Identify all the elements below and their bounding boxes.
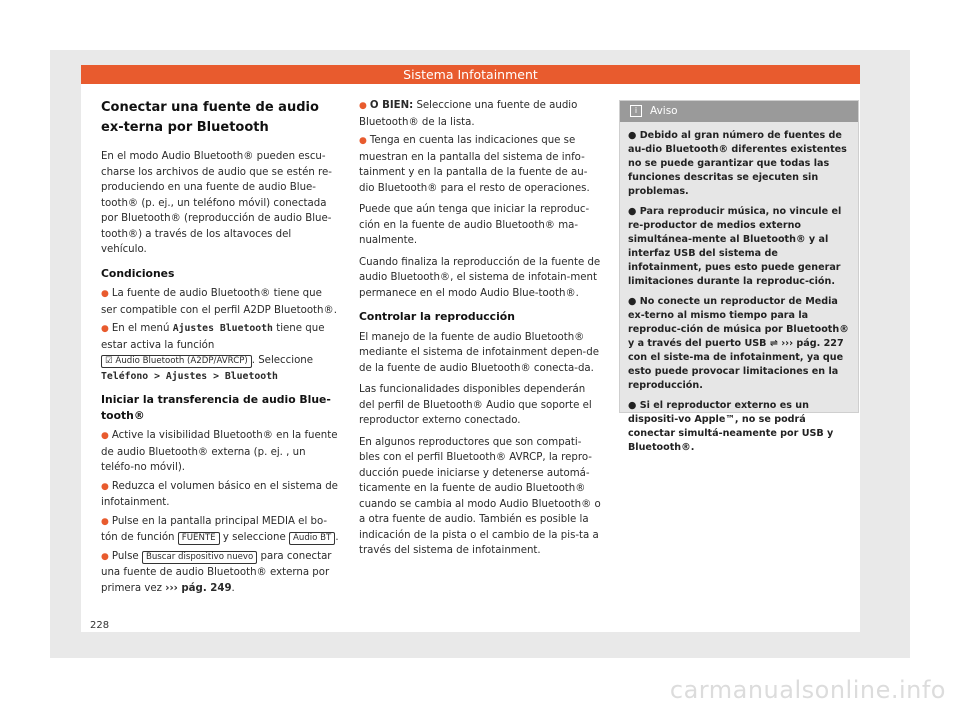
function-box: ☑ Audio Bluetooth (A2DP/AVRCP) [101,355,252,368]
notice-item-text: No conecte un reproductor de Media ex-terno al mismo tiempo para la reproduc-ción de música por Bluetooth® y a través del puerto USB ⇌ ››› pág. 227 con el siste-ma de infotainment, ya que esto puede provocar limitaciones en la reproducción. [628,296,849,391]
list-item-text: Tenga en cuenta las indicaciones que se muestran en la pantalla del sistema de info-tainment y en la pantalla de la fuente de au-dio Bluetooth® para el resto de operaciones. [359,135,590,194]
list-item [101,286,339,318]
page-number: 228 [90,620,110,631]
list-item [101,479,339,511]
list-item-text: . [231,582,235,594]
paragraph: El manejo de la fuente de audio Bluetooth® mediante el sistema de infotainment depen-de de la fuente de audio Bluetooth® conecta-da. [359,331,599,374]
notice-title: Aviso [650,105,678,117]
list-item-text: La fuente de audio Bluetooth® tiene que ser compatible con el perfil A2DP Bluetooth®. [101,288,337,316]
fuente-button-label: FUENTE [178,532,220,545]
watermark[interactable]: carmanualsonline.info [669,676,946,704]
notice-body [620,122,858,455]
start-transfer-heading: Iniciar la transferencia de audio Blue-tooth® [101,393,331,422]
middle-column [359,98,601,565]
conditions-heading: Condiciones [101,266,175,280]
list-item [101,428,339,476]
list-item-text: Seleccione una fuente de audio Bluetooth® de la lista. [359,100,578,128]
notice-item-text: Si el reproductor externo es un dispositi-vo Apple™, no se podrá conectar simultá-neamente por USB y Bluetooth®. [628,400,834,453]
notice-box [619,100,859,453]
control-heading: Controlar la reproducción [359,310,515,323]
list-item [101,549,339,597]
list-item-text: Active la visibilidad Bluetooth® en la fuente de audio Bluetooth® externa (p. ej. , un teléfo-no móvil). [101,430,338,473]
bullet-icon: ● [101,516,109,527]
left-column [101,98,339,599]
list-item-text: . Seleccione [251,355,314,366]
list-item-text: Pulse [111,550,139,562]
notice-item-text: Debido al gran número de fuentes de au-dio Bluetooth® diferentes existentes no se puede garantizar que todas las funciones descritas se ejecuten sin problemas. [628,130,847,197]
bullet-icon: ● [101,551,109,562]
notice-item: ● Para reproducir música, no vincule el re-productor de medios externo simultánea-mente al Bluetooth® y al interfaz USB del sistema de infotainment, pues esto puede generar limitaciones durante la reproduc-ción. [628,206,842,287]
or-label: O BIEN: [369,100,414,111]
list-item-text: y seleccione [222,532,286,543]
notice-item: ● Si el reproductor externo es un dispositi-vo Apple™, no se podrá conectar simultá-neamente por USB y Bluetooth®. [628,400,834,453]
search-device-button-label: Buscar dispositivo nuevo [142,551,257,564]
list-item-text: Reduzca el volumen básico en el sistema de infotainment. [101,480,338,508]
list-item [359,98,601,130]
list-item [101,321,339,384]
bullet-icon: ● [101,324,109,334]
bullet-icon: ● [101,289,109,299]
intro-paragraph: En el modo Audio Bluetooth® pueden escu-charse los archivos de audio que se estén re-produciendo en una fuente de audio Blue-tooth® (p. ej., un teléfono móvil) conectada por Bluetooth® (reproducción de audio Blue-tooth®) a través de los altavoces del vehículo. [101,151,332,255]
paragraph: Puede que aún tenga que iniciar la reproduc-ción en la fuente de audio Bluetooth® ma-nualmente. [359,204,590,246]
list-item-text: para conectar una fuente de audio Bluetooth® externa por primera vez [101,550,332,594]
bullet-icon: ● [359,136,367,146]
paragraph: En algunos reproductores que son compati-bles con el perfil Bluetooth® AVRCP, la repro-ducción puede iniciarse y detenerse automá-ticamente en la fuente de audio Bluetooth® cuando se cambia al modo Audio Bluetooth® o a otra fuente de audio. También es posible la indicación de la pista o el cambio de la pis-ta a través del sistema de infotainment. [359,436,601,556]
list-item [359,133,601,196]
list-item [101,514,339,546]
section-title: Conectar una fuente de audio ex-terna por Bluetooth [101,100,319,135]
bullet-icon: ● [359,101,367,111]
paragraph: Las funcionalidades disponibles dependerán del perfil de Bluetooth® Audio que soporte el reproductor externo conectado. [359,384,592,426]
notice-item: ● No conecte un reproductor de Media ex-terno al mismo tiempo para la reproduc-ción de música por Bluetooth® y a través del puerto USB ⇌ ››› pág. 227 con el siste-ma de infotainment, ya que esto puede provocar limitaciones en la reproducción. [628,296,849,391]
menu-path: Teléfono > Ajustes > Bluetooth [101,370,278,382]
list-item-text: . [335,532,339,543]
list-item-text: tiene que estar activa la función [101,323,325,351]
bullet-icon: ● [101,481,109,492]
menu-name: Ajustes Bluetooth [172,323,273,334]
notice-item-text: Para reproducir música, no vincule el re-productor de medios externo simultánea-mente al Bluetooth® y al interfaz USB del sistema de infotainment, pues esto puede generar limitaciones durante la reproduc-ción. [628,206,842,287]
audio-bt-button-label: Audio BT [289,532,335,545]
list-item-text: En el menú [111,323,170,334]
notice-header [620,101,858,122]
notice-item: ● Debido al gran número de fuentes de au-dio Bluetooth® diferentes existentes no se puede garantizar que todas las funciones descritas se ejecuten sin problemas. [628,130,847,197]
section-header: Sistema Infotainment [81,65,860,84]
bullet-icon: ● [101,431,109,441]
page-reference: ››› pág. 249 [165,582,232,594]
info-icon: i [630,105,642,117]
list-item-text: Pulse en la pantalla principal MEDIA el bo-tón de función [101,515,328,543]
paragraph: Cuando finaliza la reproducción de la fuente de audio Bluetooth®, el sistema de infotain-ment permanece en el modo Audio Blue-tooth®. [359,256,601,299]
